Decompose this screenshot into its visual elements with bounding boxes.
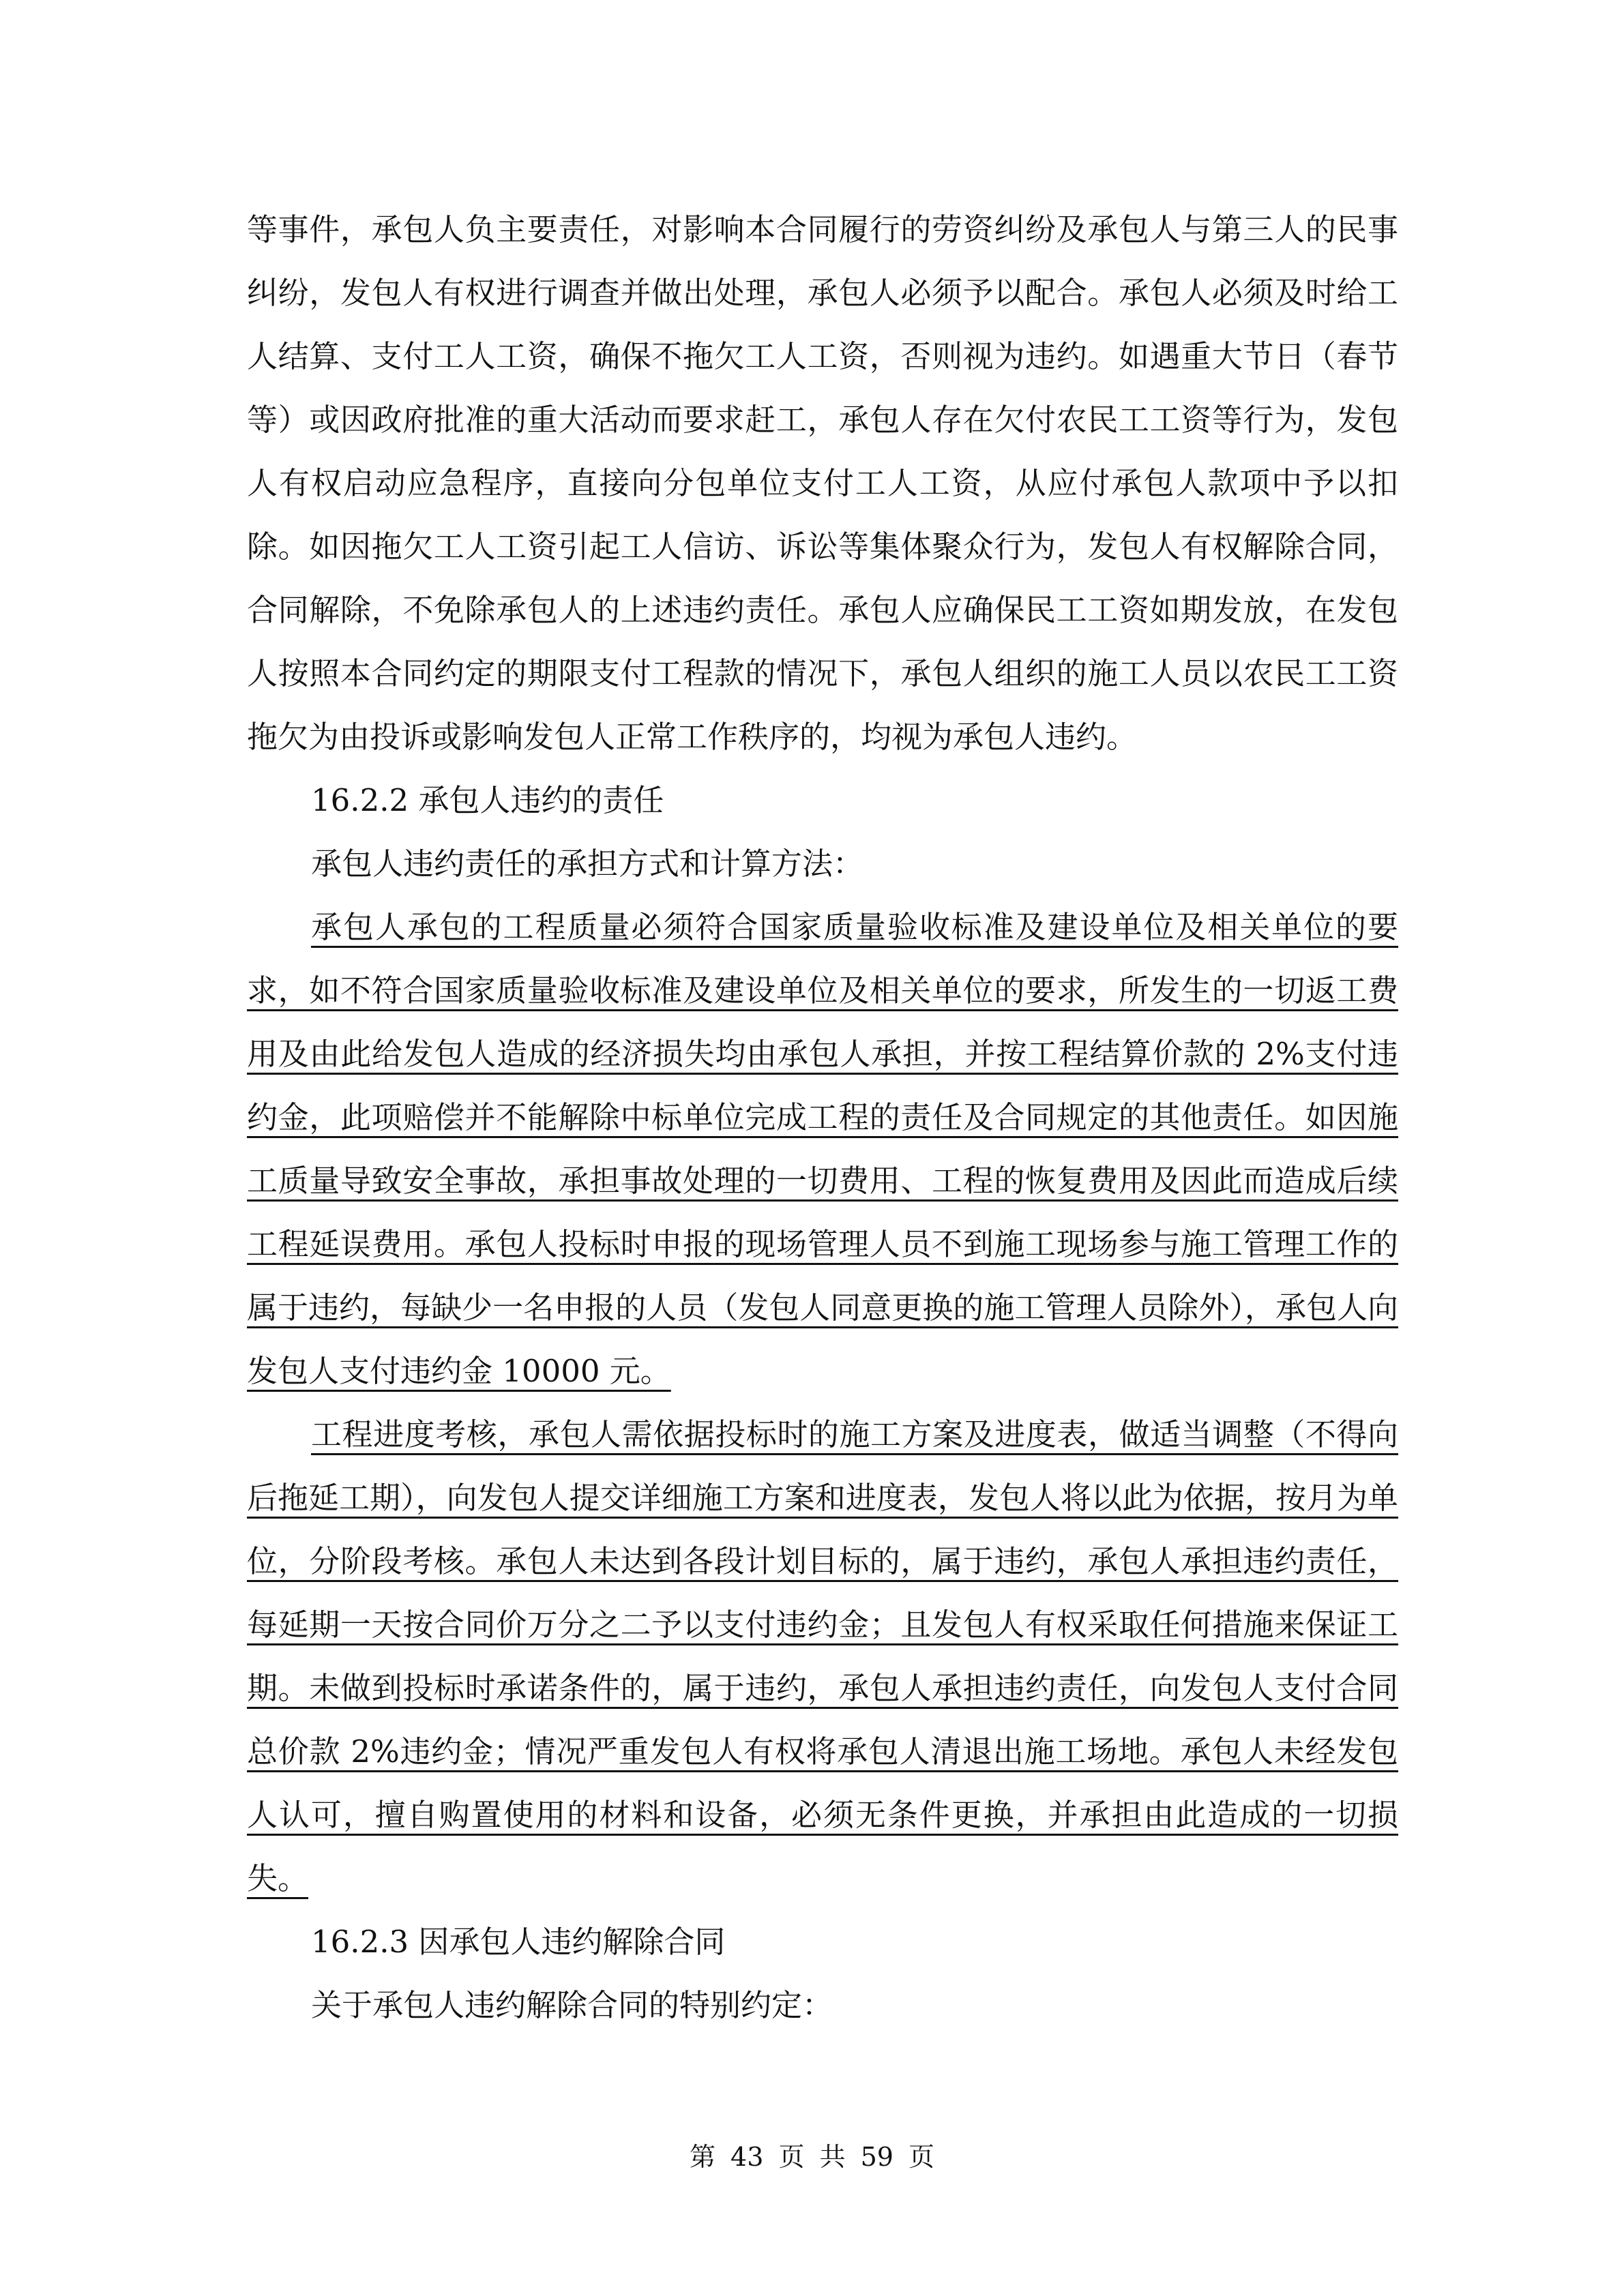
paragraph-quality-liability bbox=[247, 895, 1398, 1403]
underlined-text: 工程进度考核，承包人需依据投标时的施工方案及进度表，做适当调整（不得向后拖延工期），向发包人提交详细施工方案和进度表，发包人将以此为依据，按月为单位，分阶段考核。承包人未达到各段计划目标的，属于违约，承包人承担违约责任，每延期一天按合同价万分之二予以支付违约金；且发包人有权采取任何措施来保证工期。未做到投标时承诺条件的，属于违约，承包人承担违约责任，向发包人支付合同总价款 2%违约金；情况严重发包人有权将承包人清退出施工场地。承包人未经发包人认可，擅自购置使用的材料和设备，必须无条件更换，并承担由此造成的一切损失。 bbox=[247, 1416, 1398, 1896]
paragraph-termination-special-terms: 关于承包人违约解除合同的特别约定： bbox=[311, 1987, 833, 2023]
section-heading-16-2-3: 16.2.3 因承包人违约解除合同 bbox=[311, 1924, 726, 1960]
page-number-footer: 第 43 页 共 59 页 bbox=[689, 2142, 935, 2172]
paragraph-schedule-liability bbox=[247, 1403, 1398, 1910]
underlined-text: 承包人承包的工程质量必须符合国家质量验收标准及建设单位及相关单位的要求，如不符合国家质量验收标准及建设单位及相关单位的要求，所发生的一切返工费用及由此给发包人造成的经济损失均由承包人承担，并按工程结算价款的 2%支付违约金，此项赔偿并不能解除中标单位完成工程的责任及合同规定的其他责任。如因施工质量导致安全事故，承担事故处理的一切费用、工程的恢复费用及因此而造成后续工程延误费用。承包人投标时申报的现场管理人员不到施工现场参与施工管理工作的属于违约，每缺少一名申报的人员（发包人同意更换的施工管理人员除外），承包人向发包人支付违约金 10000 元。 bbox=[247, 909, 1398, 1389]
paragraph-labor-dispute-continued: 等事件，承包人负主要责任，对影响本合同履行的劳资纠纷及承包人与第三人的民事纠纷，发包人有权进行调查并做出处理，承包人必须予以配合。承包人必须及时给工人结算、支付工人工资，确保不拖欠工人工资，否则视为违约。如遇重大节日（春节等）或因政府批准的重大活动而要求赶工，承包人存在欠付农民工工资等行为，发包人有权启动应急程序，直接向分包单位支付工人工资，从应付承包人款项中予以扣除。如因拖欠工人工资引起工人信访、诉讼等集体聚众行为，发包人有权解除合同，合同解除，不免除承包人的上述违约责任。承包人应确保民工工资如期发放，在发包人按照本合同约定的期限支付工程款的情况下，承包人组织的施工人员以农民工工资拖欠为由投诉或影响发包人正常工作秩序的，均视为承包人违约。 bbox=[247, 211, 1398, 755]
section-heading-16-2-2: 16.2.2 承包人违约的责任 bbox=[311, 782, 664, 818]
paragraph-liability-method: 承包人违约责任的承担方式和计算方法： bbox=[311, 846, 864, 882]
document-body bbox=[247, 198, 1398, 2037]
